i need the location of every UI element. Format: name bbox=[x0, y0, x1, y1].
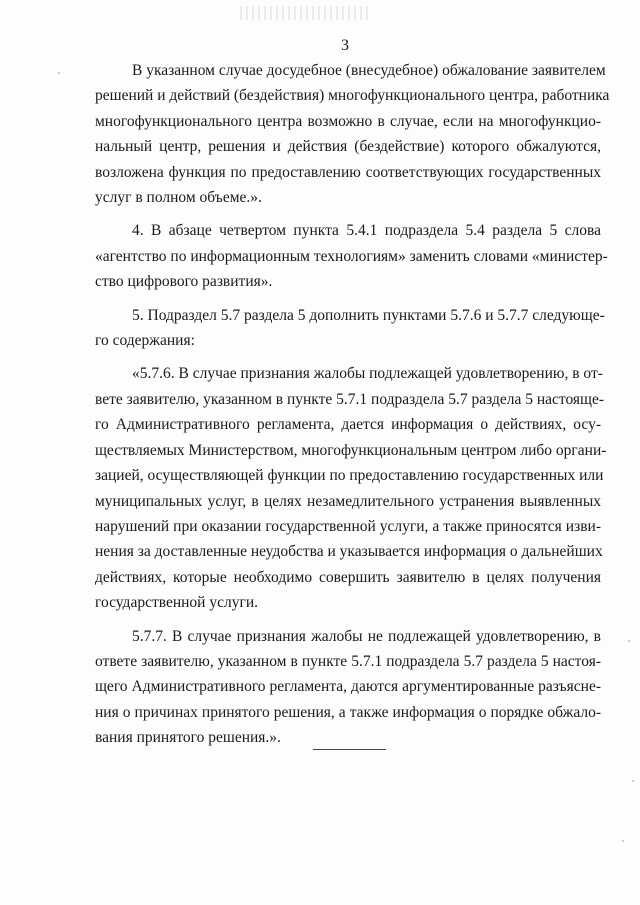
text-line: «5.7.6. В случае признания жалобы подлежащей удовлетворению, в от- bbox=[132, 365, 603, 383]
closing-separator-line bbox=[313, 749, 386, 750]
scan-speck bbox=[58, 72, 60, 74]
text-line: нарушений при оказании государственной услуги, а также приносятся изви- bbox=[95, 517, 601, 535]
text-line: ответе заявителю, указанном в пункте 5.7.1 подраздела 5.7 раздела 5 настоя- bbox=[95, 652, 601, 670]
text-line: муниципальных услуг, в целях незамедлительного устранения выявленных bbox=[95, 492, 601, 510]
text-line: го Административного регламента, дается информация о действиях, осу- bbox=[95, 416, 601, 434]
text-line: услуг в полном объеме.». bbox=[95, 189, 262, 207]
text-line: вете заявителю, указанном в пункте 5.7.1 подраздела 5.7 раздела 5 настояще- bbox=[95, 390, 605, 408]
page-number: 3 bbox=[341, 37, 349, 54]
text-line: зацией, осуществляющей функции по предоставлению государственных или bbox=[95, 467, 604, 485]
text-line: возложена функция по предоставлению соответствующих государственных bbox=[95, 163, 601, 181]
paragraph-item-5 bbox=[95, 303, 605, 354]
text-line: 4. В абзаце четвертом пункта 5.4.1 подраздела 5.4 раздела 5 слова bbox=[132, 222, 601, 240]
text-line: нальный центр, решения и действия (бездействие) которого обжалуются, bbox=[95, 138, 601, 156]
text-line: 5. Подраздел 5.7 раздела 5 дополнить пунктами 5.7.6 и 5.7.7 следующе- bbox=[132, 306, 605, 324]
scan-speck bbox=[628, 640, 630, 642]
text-line: вания принятого решения.». bbox=[95, 729, 281, 747]
scan-artifact bbox=[240, 6, 370, 20]
text-line: решений и действий (бездействия) многофункционального центра, работника bbox=[95, 87, 610, 105]
text-line: 5.7.7. В случае признания жалобы не подлежащей удовлетворению, в bbox=[132, 627, 601, 645]
text-line: «агентство по информационным технологиям» заменить словами «министер- bbox=[95, 247, 608, 265]
text-line: го содержания: bbox=[95, 332, 195, 350]
text-line: нения за доставленные неудобства и указывается информация о дальнейших bbox=[95, 543, 603, 561]
document-body bbox=[95, 58, 610, 759]
paragraph-appeal-mfc bbox=[95, 58, 610, 210]
text-line: государственной услуги. bbox=[95, 594, 258, 612]
paragraph-5-7-6 bbox=[95, 361, 607, 615]
text-line: ния о причинах принятого решения, а также информация о порядке обжало- bbox=[95, 703, 601, 721]
scan-speck bbox=[632, 780, 634, 782]
scan-speck bbox=[622, 840, 624, 842]
paragraph-item-4 bbox=[95, 218, 608, 294]
text-line: щего Административного регламента, даются аргументированные разъясне- bbox=[95, 678, 601, 696]
text-line: многофункционального центра возможно в случае, если на многофункцио- bbox=[95, 112, 601, 130]
text-line: В указанном случае досудебное (внесудебное) обжалование заявителем bbox=[132, 62, 606, 79]
text-line: действиях, которые необходимо совершить заявителю в целях получения bbox=[95, 568, 601, 586]
text-line: ществляемых Министерством, многофункциональным центром либо органи- bbox=[95, 441, 607, 459]
text-line: ство цифрового развития». bbox=[95, 273, 273, 291]
paragraph-5-7-7 bbox=[95, 624, 601, 751]
